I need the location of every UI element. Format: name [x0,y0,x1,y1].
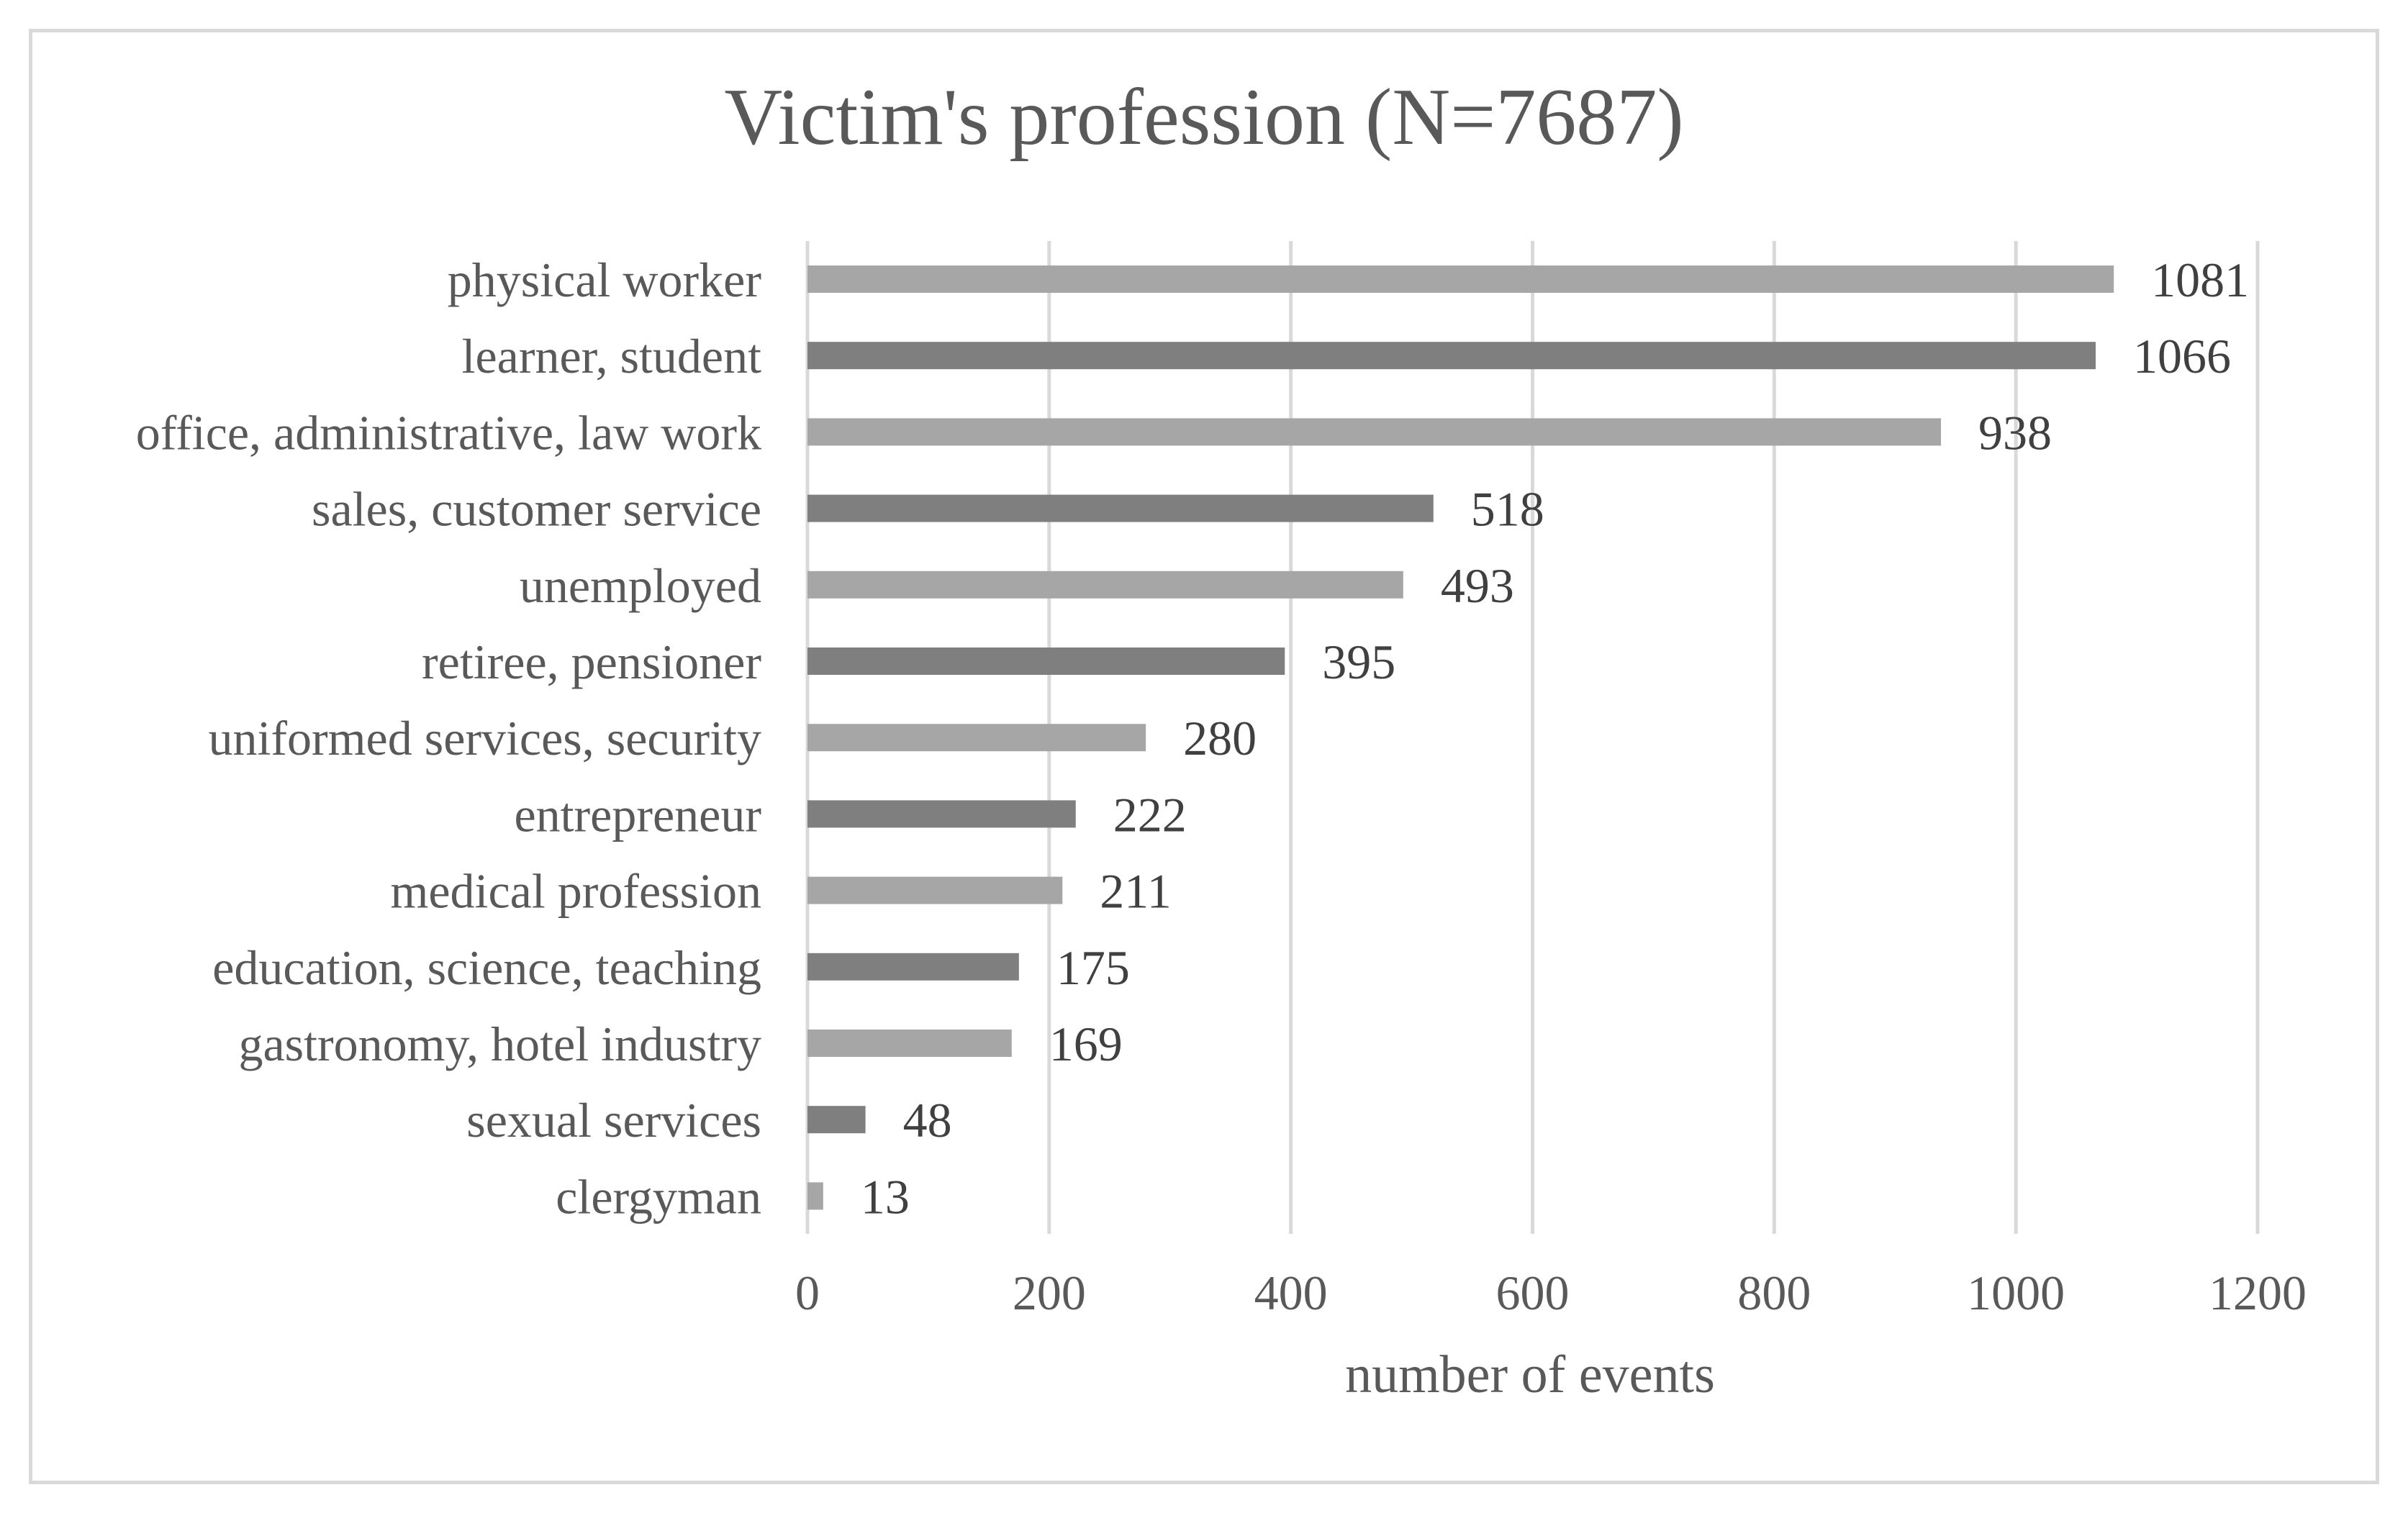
bar [807,265,2114,293]
category-labels [136,253,762,1224]
data-label: 938 [1978,405,2052,460]
data-label: 169 [1049,1017,1123,1071]
category-label: sales, customer service [312,481,761,537]
bar [807,800,1076,827]
data-label: 175 [1056,940,1130,995]
category-label: retiree, pensioner [422,635,761,689]
bar [807,495,1434,522]
x-tick-label: 200 [1012,1266,1086,1320]
bar [807,571,1403,599]
data-label: 395 [1322,635,1396,689]
data-label: 1066 [2132,329,2231,384]
category-label: education, science, teaching [212,940,761,995]
bar [807,342,2096,369]
bar [807,418,1941,445]
category-label: medical profession [390,863,761,919]
bar [807,953,1019,981]
x-tick-labels [795,1266,2307,1320]
x-axis-title: number of events [1345,1345,1715,1404]
category-label: learner, student [461,329,761,384]
x-tick-label: 800 [1737,1266,1811,1320]
x-tick-label: 1000 [1967,1266,2065,1320]
bar [807,1030,1012,1057]
x-tick-label: 0 [795,1266,820,1320]
x-tick-label: 600 [1495,1266,1570,1320]
data-label: 518 [1470,481,1544,537]
chart-title: Victim's profession (N=7687) [724,73,1684,162]
category-label: uniformed services, security [208,711,761,766]
data-label: 13 [860,1169,910,1225]
category-label: gastronomy, hotel industry [238,1017,761,1071]
data-label: 48 [902,1093,952,1148]
category-label: office, administrative, law work [135,405,761,460]
bars [807,265,2114,1209]
data-label: 222 [1113,787,1187,842]
category-label: physical worker [447,253,761,307]
bar [807,1182,823,1209]
bar [807,1106,866,1133]
category-label: unemployed [519,558,761,613]
data-label: 211 [1100,863,1172,919]
x-tick-label: 1200 [2209,1266,2307,1320]
data-label: 280 [1183,711,1257,766]
category-label: entrepreneur [514,787,761,842]
data-label: 1081 [2151,253,2250,307]
data-label: 493 [1440,558,1514,613]
category-label: sexual services [466,1093,761,1148]
category-label: clergyman [556,1169,761,1225]
bar [807,877,1062,904]
bar [807,648,1285,675]
bar [807,724,1146,751]
x-tick-label: 400 [1254,1266,1328,1320]
